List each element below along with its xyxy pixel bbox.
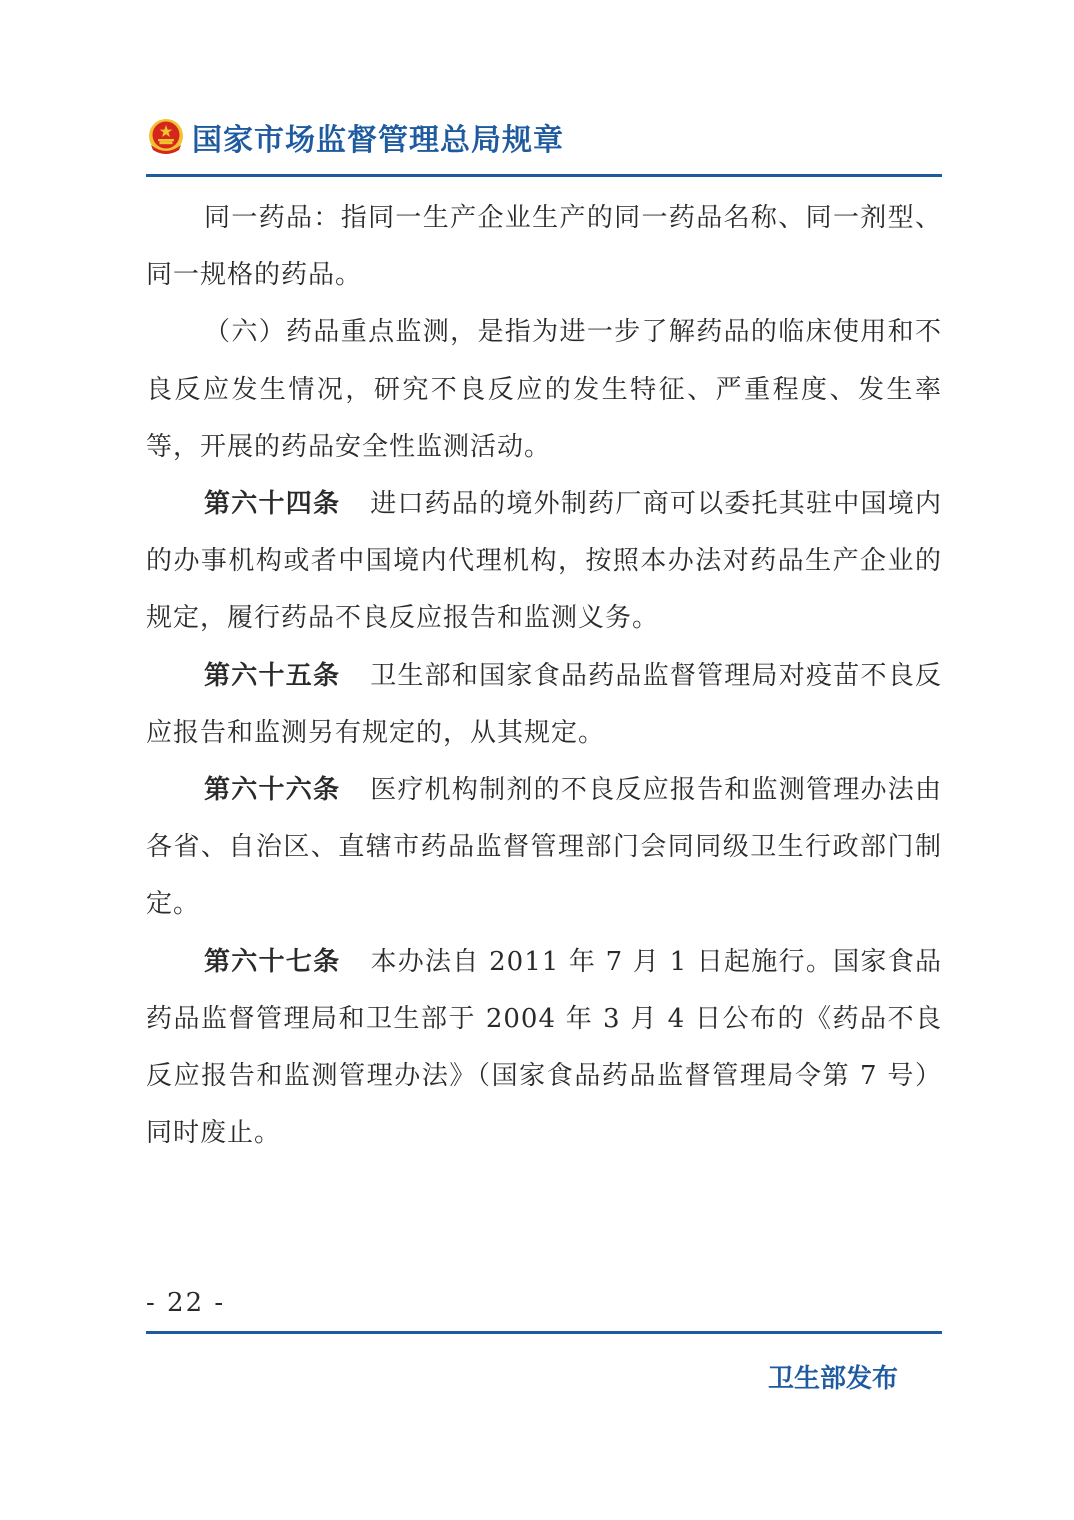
header-title: 国家市场监督管理总局规章	[192, 123, 564, 158]
paragraph-text: 进口药品的境外制药厂商可以委托其驻中国境内的办事机构或者中国境内代理机构，按照本办法对药品生产企业的规定，履行药品不良反应报告和监测义务。	[146, 489, 942, 634]
article-64	[146, 476, 942, 648]
paragraph	[146, 304, 942, 476]
page-number: - 22 -	[146, 1288, 226, 1318]
paragraph	[146, 190, 942, 304]
paragraph-text: （六）药品重点监测，是指为进一步了解药品的临床使用和不良反应发生情况，研究不良反应的发生特征、严重程度、发生率等，开展的药品安全性监测活动。	[146, 317, 942, 462]
paragraph-text: 卫生部和国家食品药品监督管理局对疫苗不良反应报告和监测另有规定的，从其规定。	[146, 660, 942, 748]
paragraph-text: 本办法自 2011 年 7 月 1 日起施行。国家食品药品监督管理局和卫生部于 2004 年 3 月 4 日公布的《药品不良反应报告和监测管理办法》（国家食品药品监督管理局令第 7 号）同时废止。	[146, 946, 942, 1149]
header-divider	[146, 174, 942, 177]
document-body	[146, 190, 942, 1162]
article-66	[146, 762, 942, 934]
article-number: 第六十五条	[204, 660, 341, 691]
paragraph-text: 医疗机构制剂的不良反应报告和监测管理办法由各省、自治区、直辖市药品监督管理部门会同同级卫生行政部门制定。	[146, 775, 942, 920]
article-number: 第六十七条	[204, 946, 341, 977]
publisher-label: 卫生部发布	[767, 1364, 898, 1394]
national-emblem-icon	[146, 117, 186, 157]
page-header	[146, 112, 942, 162]
footer-divider	[146, 1331, 942, 1334]
article-number: 第六十四条	[204, 489, 341, 520]
article-67	[146, 934, 942, 1163]
article-65	[146, 648, 942, 762]
article-number: 第六十六条	[204, 775, 341, 806]
paragraph-text: 同一药品：指同一生产企业生产的同一药品名称、同一剂型、同一规格的药品。	[146, 203, 942, 291]
